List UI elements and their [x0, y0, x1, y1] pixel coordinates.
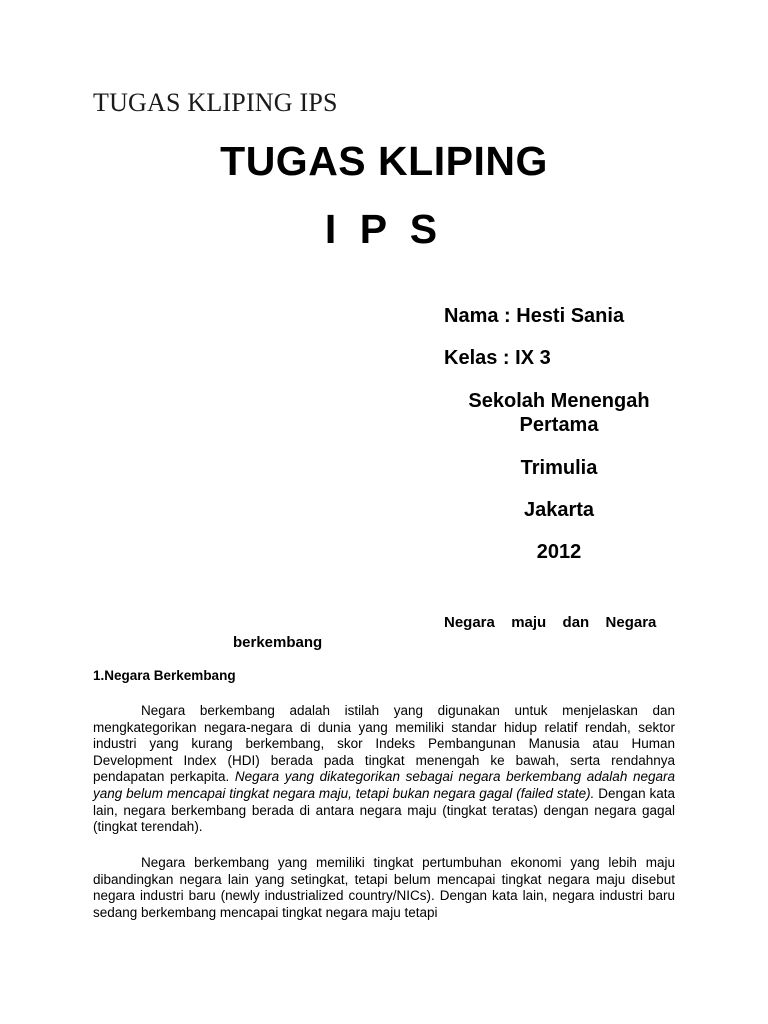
- paragraph-1-text-end: Dengan kata lain, negara berkembang berada di antara negara maju (tingkat teratas) dengan negara gagal (tingkat terendah).: [93, 785, 675, 835]
- student-name: Nama : Hesti Sania: [444, 305, 625, 327]
- document-title: TUGAS KLIPING: [220, 138, 548, 184]
- paragraph-1: [93, 703, 675, 836]
- document-subtitle: I P S: [324, 206, 444, 252]
- paragraph-2: [93, 855, 675, 921]
- school-year: 2012: [536, 541, 582, 563]
- section-heading: 1.Negara Berkembang: [93, 668, 236, 683]
- document-header: TUGAS KLIPING IPS: [93, 88, 338, 117]
- student-class: Kelas : IX 3: [444, 347, 551, 369]
- paragraph-2-text: Negara berkembang yang memiliki tingkat pertumbuhan ekonomi yang lebih maju dibandingkan negara lain yang setingkat, tetapi belum mencapai tingkat negara maju disebut negara industri baru (newly industrialized country/NICs). Dengan kata lain, negara industri baru sedang berkembang mencapai tingkat negara maju tetapi: [93, 855, 675, 920]
- school-city: Jakarta: [523, 499, 595, 521]
- school-type-line1: Sekolah Menengah: [468, 390, 650, 412]
- topic-title-line1: Negara maju dan Negara: [444, 614, 657, 631]
- school-type-line2: Pertama: [519, 414, 599, 436]
- paragraph-1-text: Negara berkembang adalah istilah yang digunakan untuk menjelaskan dan mengkategorikan negara-negara di dunia yang memiliki standar hidup relatif rendah, sektor industri yang kurang berkembang, skor Indeks Pembangunan Manusia atau Human Development Index (HDI) berada pada tingkat menengah ke bawah, serta rendahnya pendapatan perkapita.: [93, 703, 675, 785]
- paragraph-1-italic: Negara yang dikategorikan sebagai negara berkembang adalah negara yang belum mencapai tingkat negara maju, tetapi bukan negara gagal (failed state).: [93, 769, 675, 801]
- school-name: Trimulia: [520, 457, 598, 479]
- topic-title-line2: berkembang: [233, 634, 323, 651]
